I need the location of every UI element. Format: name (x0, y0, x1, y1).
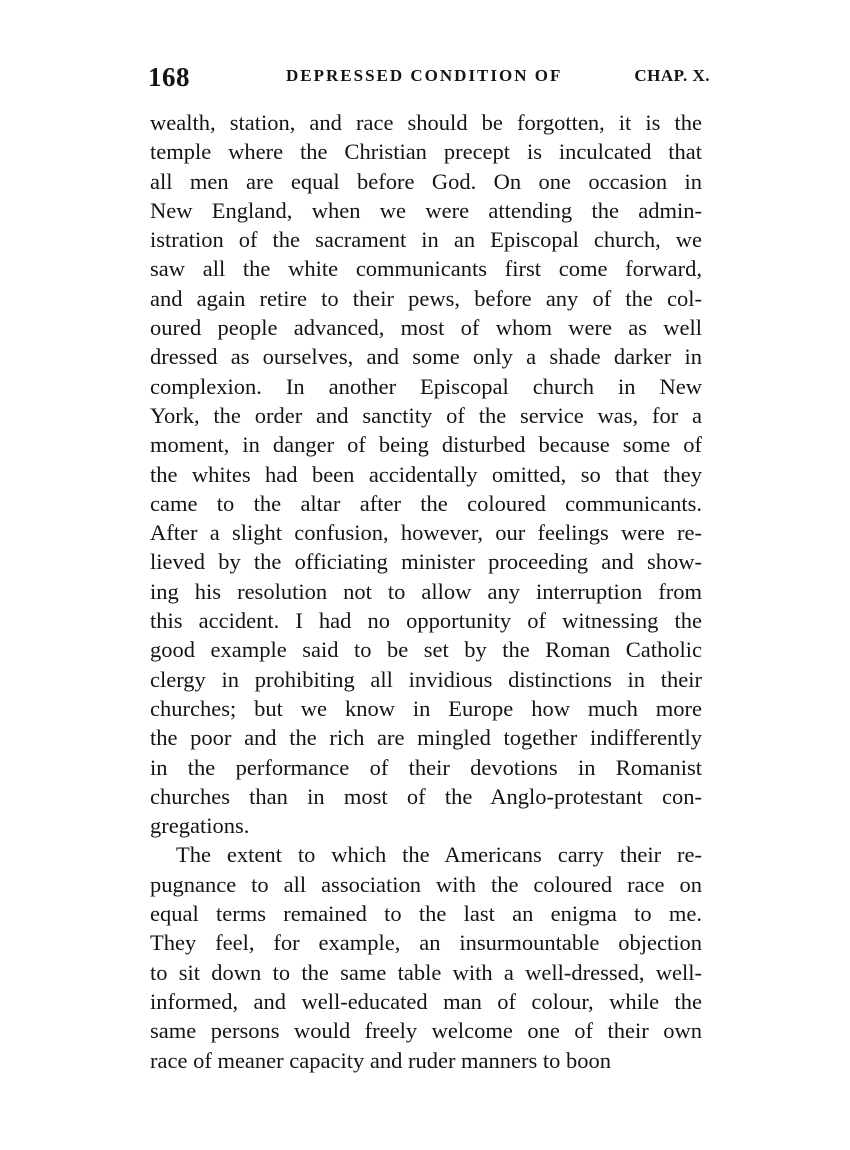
text-line: istration of the sacrament in an Episcopal church, we (150, 227, 702, 253)
text-line: dressed as ourselves, and some only a shade darker in (150, 344, 702, 370)
text-line: lieved by the officiating minister proceeding and show- (150, 549, 702, 575)
running-title: DEPRESSED CONDITION OF (286, 66, 563, 85)
chapter-reference: CHAP. X. (634, 66, 710, 85)
text-line: equal terms remained to the last an enigma to me. (150, 901, 702, 927)
text-line: clergy in prohibiting all invidious distinctions in their (150, 666, 702, 692)
text-line: in the performance of their devotions in Romanist (150, 754, 702, 780)
body-text (150, 108, 702, 1075)
text-line: oured people advanced, most of whom were as well (150, 315, 702, 341)
text-line: complexion. In another Episcopal church in New (150, 373, 702, 399)
text-line: temple where the Christian precept is inculcated that (150, 139, 702, 165)
text-line: the whites had been accidentally omitted, so that they (150, 461, 702, 487)
page-number: 168 (148, 62, 190, 92)
text-line: churches; but we know in Europe how much more (150, 695, 702, 721)
text-line: to sit down to the same table with a well-dressed, well- (150, 959, 702, 985)
text-line: After a slight confusion, however, our feelings were re- (150, 520, 702, 546)
text-line: came to the altar after the coloured communicants. (150, 490, 702, 516)
text-line: and again retire to their pews, before any of the col- (150, 285, 702, 311)
text-line: the poor and the rich are mingled together indifferently (150, 725, 702, 751)
text-line: They feel, for example, an insurmountable objection (150, 930, 702, 956)
text-line: saw all the white communicants first come forward, (150, 256, 702, 282)
text-line: good example said to be set by the Roman Catholic (150, 637, 702, 663)
text-line: moment, in danger of being disturbed because some of (150, 432, 702, 458)
text-line: race of meaner capacity and ruder manners to boon (150, 1047, 612, 1073)
paragraph (150, 840, 702, 1074)
text-line: York, the order and sanctity of the service was, for a (150, 402, 702, 428)
text-line: ing his resolution not to allow any interruption from (150, 578, 702, 604)
text-line: The extent to which the Americans carry their re- (176, 842, 702, 868)
running-head (148, 62, 710, 94)
text-line: informed, and well-educated man of colour, while the (150, 988, 702, 1014)
paragraph (150, 108, 702, 840)
text-line: churches than in most of the Anglo-protestant con- (150, 783, 702, 809)
text-line: pugnance to all association with the coloured race on (150, 871, 702, 897)
text-line: New England, when we were attending the admin- (150, 197, 702, 223)
text-line: wealth, station, and race should be forgotten, it is the (150, 110, 702, 135)
text-line: same persons would freely welcome one of their own (150, 1018, 702, 1044)
text-line: gregations. (150, 813, 250, 839)
text-line: this accident. I had no opportunity of witnessing the (150, 608, 702, 634)
text-line: all men are equal before God. On one occasion in (150, 168, 702, 194)
